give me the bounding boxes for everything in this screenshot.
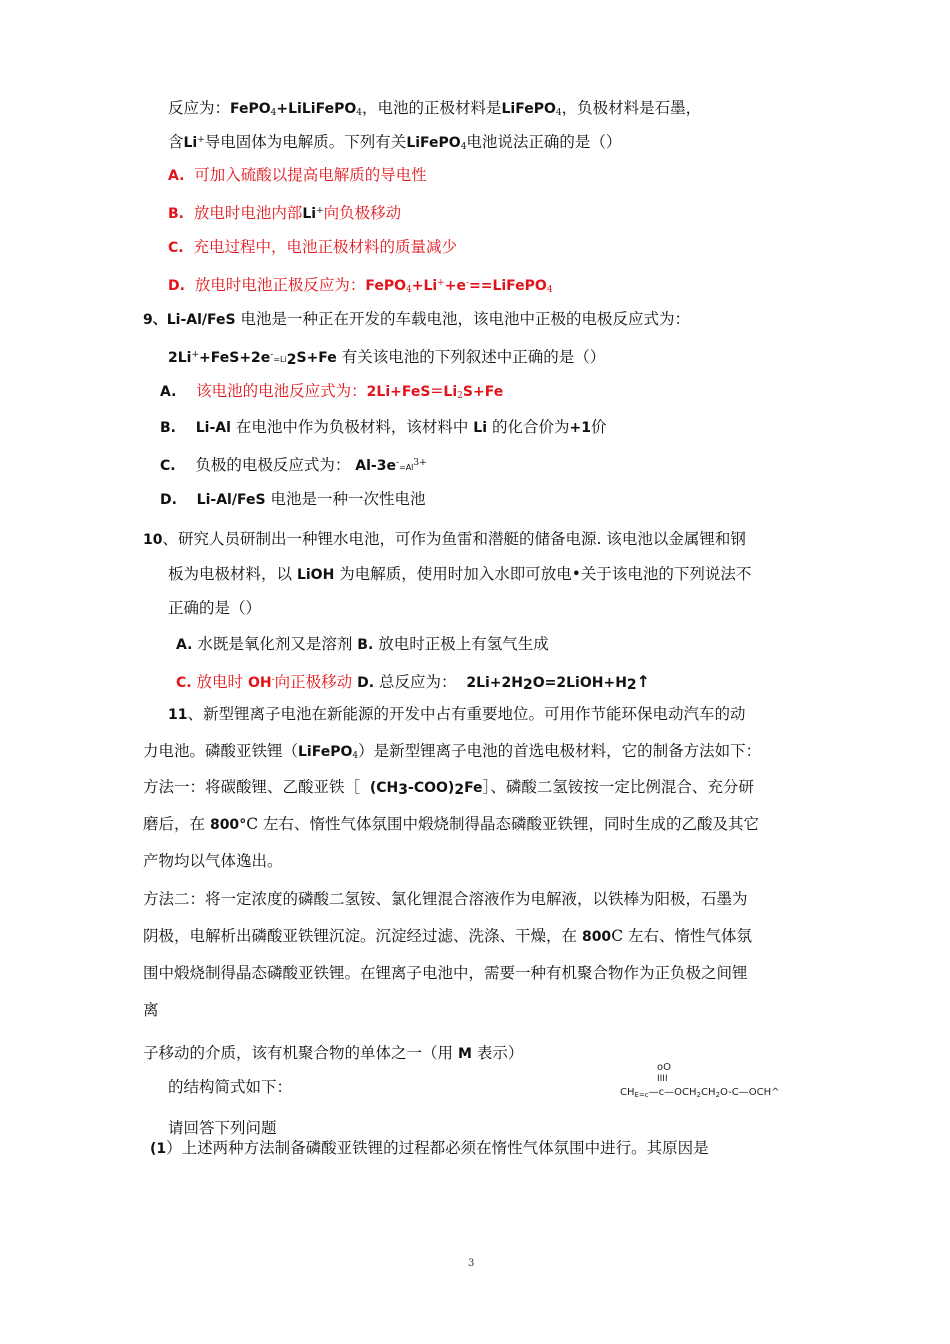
formula: S+Fe (462, 384, 504, 400)
formula: -COO) (408, 780, 455, 796)
subscript: 4 (555, 108, 562, 118)
formula: +FeS+2e (199, 350, 271, 366)
formula: LiFePO (298, 744, 353, 760)
option-label: C. (176, 675, 192, 691)
text: IIII (657, 1074, 668, 1084)
text: 离 (143, 1001, 159, 1019)
formula: +1 (569, 420, 591, 436)
subscript: 2 (523, 677, 533, 693)
degree-symbol: ° (239, 817, 247, 833)
formula: S+Fe (296, 350, 337, 366)
text: ，负极材料是石墨， (561, 99, 702, 117)
superscript: - (465, 278, 469, 288)
formula: OH (247, 675, 272, 691)
superscript: + (191, 350, 200, 360)
q9-option-c (160, 453, 427, 478)
option-text: 电池是一种一次性电池 (270, 490, 426, 508)
formula: +Li (411, 278, 438, 294)
option-text: 放电时正极上有氢气生成 (373, 635, 549, 653)
subscript: E=c (634, 1091, 649, 1099)
formula: 2Li+FeS (366, 384, 431, 400)
formula: Li-Al (195, 420, 231, 436)
option-label: B. (357, 637, 374, 653)
text: 有关该电池的下列叙述中正确的是（） (341, 348, 606, 366)
option-label: A. (160, 384, 177, 400)
page-number: 3 (468, 1258, 475, 1269)
subscript: 3 (398, 782, 409, 798)
text: 产物均以气体逸出。 (143, 852, 283, 870)
subscript: 2 (457, 391, 463, 401)
formula: +e (444, 278, 466, 294)
q10-stem-line2 (168, 564, 751, 585)
option-text: 放电时电池内部 (193, 204, 303, 222)
formula: Fe (464, 780, 483, 796)
formula: FePO (365, 278, 406, 294)
text: 表示） (476, 1044, 524, 1062)
q11-stem-line1 (168, 704, 746, 725)
text: 、研究人员研制出一种锂水电池，可作为鱼雷和潜艇的储备电源. 该电池以金属锂和钢 (162, 530, 746, 548)
formula: +LiLiFePO (276, 101, 357, 117)
structure-carbonyl-o (657, 1062, 671, 1073)
option-label: B. (160, 420, 176, 436)
option-text: 该电池的电池反应式为： (196, 382, 367, 400)
q9-stem-line2 (168, 345, 605, 370)
option-text: 价 (590, 418, 607, 436)
text: 正确的是（） (168, 599, 262, 617)
q11-medium-line (143, 1043, 523, 1064)
q11-method2-line2 (143, 926, 752, 947)
subscript: 2 (454, 782, 465, 798)
q11-method2-line1 (143, 889, 748, 909)
subscript: 4 (546, 285, 553, 295)
subscript: 2 (286, 352, 297, 368)
q10-options-ab (176, 634, 549, 655)
formula: LiFePO (501, 101, 556, 117)
q9-option-b (160, 417, 606, 438)
superscript: - (395, 458, 399, 468)
formula: Li (473, 420, 488, 436)
q11-subquestion-1 (150, 1138, 709, 1159)
formula: LiOH (296, 567, 335, 583)
formula: Li-Al/FeS (196, 492, 266, 508)
q10-options-cd (176, 670, 650, 695)
superscript: + (197, 135, 205, 145)
option-label: D. (357, 675, 375, 691)
formula-small: =Al (399, 463, 414, 472)
text: 电池说法正确的是（） (466, 133, 622, 151)
q8-stem-line2 (168, 130, 621, 157)
q10-stem-line3 (168, 598, 261, 618)
formula: O=2LiOH+H (532, 675, 627, 691)
text: 含 (168, 133, 184, 151)
subscript: 4 (460, 142, 467, 152)
superscript: - (271, 675, 275, 685)
formula: FePO (230, 101, 271, 117)
text: 磨后，在 (143, 815, 206, 833)
text: 围中煅烧制得晶态磷酸亚铁锂。在锂离子电池中，需要一种有机聚合物作为正负极之间锂 (143, 964, 748, 982)
superscript: 3+ (413, 458, 427, 468)
q11-method1-line3 (143, 851, 283, 871)
text: C 左右、惰性气体氛 (611, 927, 752, 945)
option-text: 水既是氧化剂又是溶剂 (192, 635, 353, 653)
q11-method2-line4 (143, 1000, 159, 1020)
text: CH (620, 1087, 635, 1098)
subscript: 4 (356, 108, 362, 118)
option-text: 向正极移动 (274, 673, 353, 691)
option-text: 的化合价为 (491, 418, 570, 436)
text: ］、磷酸二氢铵按一定比例混合、充分研 (482, 778, 754, 796)
option-label: D. (168, 278, 185, 294)
subscript: 2 (696, 1091, 701, 1099)
text: 板为电极材料，以 (168, 565, 293, 583)
text: 电池是一种正在开发的车载电池，该电池中正极的电极反应式为： (240, 310, 691, 328)
q8-option-d (168, 273, 553, 300)
option-text: 充电过程中，电池正极材料的质量减少 (193, 238, 457, 256)
text: ）是新型锂离子电池的首选电极材料，它的制备方法如下： (358, 742, 762, 760)
text: oO (657, 1062, 671, 1073)
text: 子移动的介质，该有机聚合物的单体之一（用 (143, 1044, 454, 1062)
text: ）上述两种方法制备磷酸亚铁锂的过程都必须在惰性气体氛围中进行。其原因是 (166, 1139, 709, 1157)
formula: Li (183, 135, 198, 151)
option-label: A. (176, 637, 193, 653)
option-text: 可加入硫酸以提高电解质的导电性 (194, 166, 427, 184)
q11-method2-line3 (143, 963, 748, 983)
text: O-C—OCH^ (719, 1087, 780, 1098)
option-text: 在电池中作为负极材料，该材料中 (235, 418, 469, 436)
option-label: D. (160, 492, 177, 508)
q10-stem-line1 (143, 529, 746, 550)
formula: Al-3e (355, 458, 396, 474)
option-text: 负极的电极反应式为： (195, 456, 351, 474)
q8-option-c (168, 237, 457, 258)
text: 为电解质，使用时加入水即可放电•关于该电池的下列说法不 (339, 565, 752, 583)
option-label: A. (168, 168, 185, 184)
text: C 左右、惰性气体氛围中煅烧制得晶态磷酸亚铁锂，同时生成的乙酸及其它 (246, 815, 759, 833)
formula: Li-Al/FeS (166, 312, 236, 328)
subscript: 4 (270, 108, 277, 118)
text: 方法二：将一定浓度的磷酸二氢铵、氯化锂混合溶液作为电解液，以铁棒为阳极，石墨为 (143, 890, 748, 908)
text: 力电池。磷酸亚铁锂（ (143, 742, 299, 760)
subquestion-number: (1 (150, 1141, 167, 1157)
subscript: 2 (626, 677, 637, 693)
q11-stem-line2 (143, 741, 761, 766)
formula: (CH (369, 780, 399, 796)
q11-prompt (168, 1118, 277, 1138)
text: = (430, 382, 444, 400)
option-label: B. (168, 206, 184, 222)
formula: 2Li+2H (466, 675, 523, 691)
text: 的结构简式如下： (168, 1078, 293, 1096)
text: 反应为： (168, 99, 231, 117)
formula: 800 (209, 817, 240, 833)
formula: M (457, 1046, 472, 1062)
formula: ==LiFePO (469, 278, 547, 294)
option-text: 放电时 (191, 673, 244, 691)
q11-method1-line2 (143, 814, 759, 835)
q9-stem-line1 (143, 309, 690, 330)
q8-option-b (168, 201, 401, 224)
superscript: - (270, 350, 274, 360)
formula: LiFePO (406, 135, 461, 151)
option-text: 向负极移动 (323, 204, 402, 222)
formula-small: =Li (273, 355, 287, 364)
option-text: 总反应为： (374, 673, 457, 691)
text: 导电固体为电解质。下列有关 (204, 133, 407, 151)
text: —c—OCH (648, 1087, 697, 1098)
q11-method1-line1 (143, 777, 754, 800)
text: 阴极，电解析出磷酸亚铁锂沉淀。沉淀经过滤、洗涤、干燥，在 (143, 927, 578, 945)
q11-structure-intro (168, 1077, 292, 1097)
subscript: 4 (352, 751, 359, 761)
text: ，电池的正极材料是 (361, 99, 502, 117)
text: 、新型锂离子电池在新能源的开发中占有重要地位。可用作节能环保电动汽车的动 (187, 705, 746, 723)
text: 方法一：将碳酸锂、乙酸亚铁［ (143, 778, 361, 796)
option-label: C. (168, 240, 184, 256)
option-label: C. (160, 458, 176, 474)
formula: Li (443, 384, 458, 400)
option-text: 放电时电池正极反应为： (194, 276, 366, 294)
subscript: 2 (715, 1091, 720, 1099)
q9-option-a (160, 381, 503, 406)
formula: 800 (581, 929, 612, 945)
formula: Li (302, 206, 317, 222)
formula: 2Li (168, 350, 192, 366)
gas-arrow-icon: ↑ (636, 672, 651, 691)
q8-stem-line1 (168, 98, 701, 123)
subscript: 4 (405, 285, 412, 295)
superscript: + (437, 278, 445, 288)
superscript: + (316, 206, 324, 216)
q8-option-a (168, 165, 427, 186)
structure-double-bond (657, 1074, 668, 1084)
question-number: 9、 (143, 312, 167, 328)
question-number: 10 (143, 532, 163, 548)
text: CH (701, 1087, 716, 1098)
text: 请回答下列问题 (168, 1119, 277, 1137)
q9-option-d (160, 489, 425, 510)
question-number: 11 (168, 707, 188, 723)
structural-formula (620, 1087, 779, 1099)
